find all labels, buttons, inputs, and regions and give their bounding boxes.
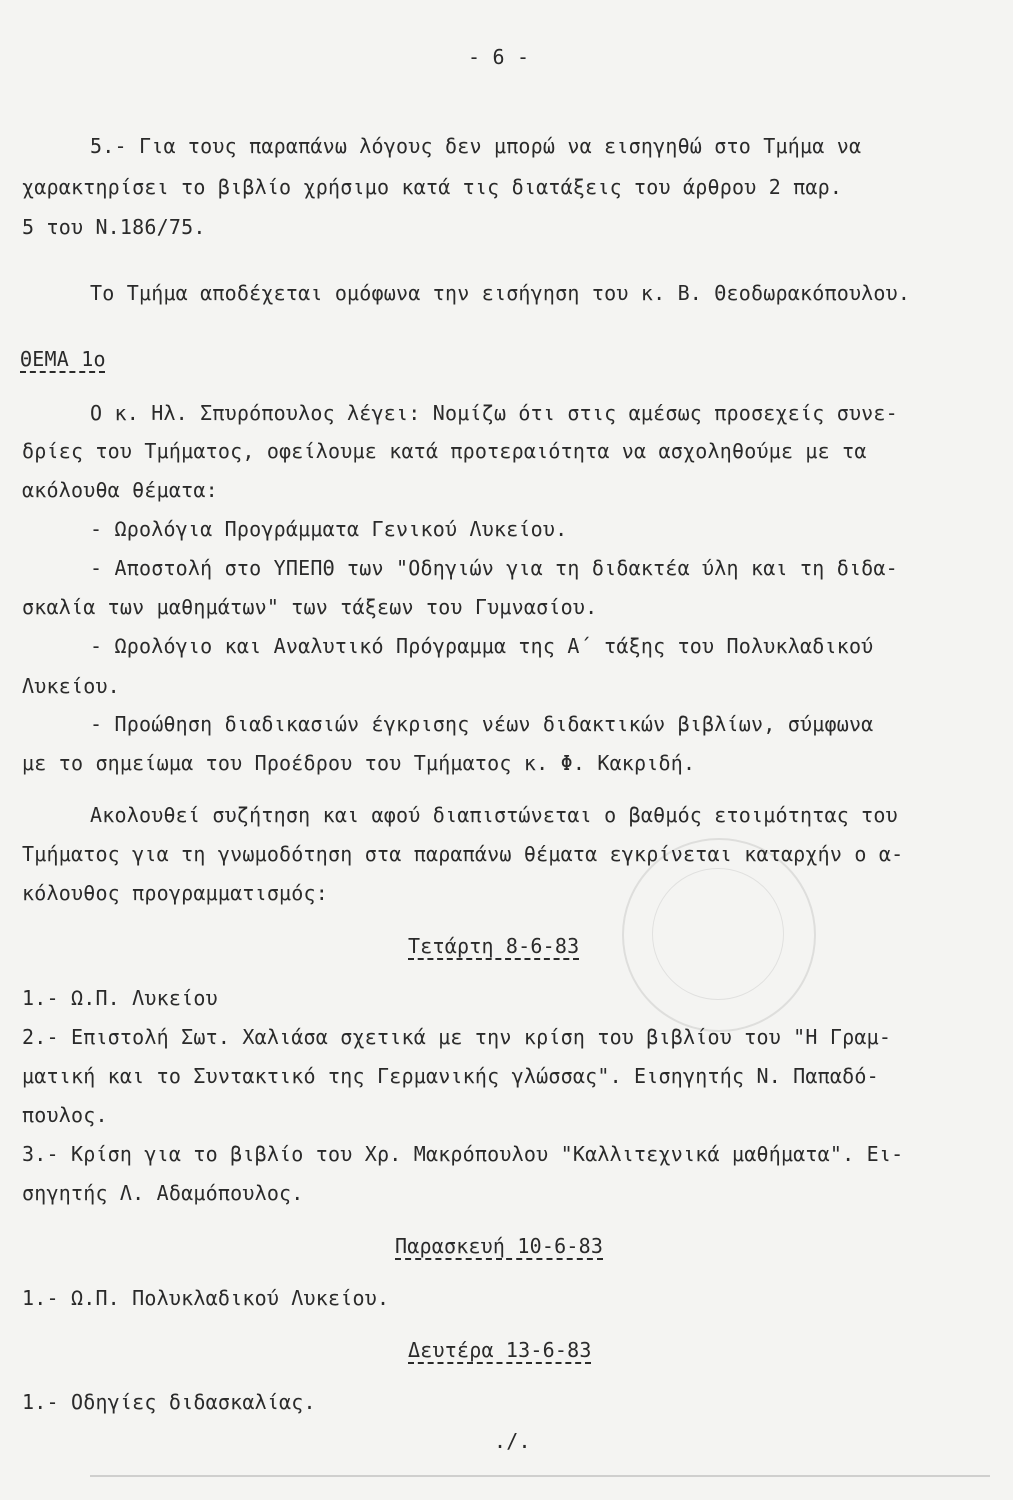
section-heading: ΘΕΜΑ 1ο bbox=[20, 347, 106, 371]
statement-line-3: ακόλουθα θέματα: bbox=[22, 478, 218, 502]
wednesday-item-3-line-1: 3.- Κρίση για το βιβλίο του Χρ. Μακρόπουλου "Καλλιτεχνικά μαθήματα". Ει- bbox=[22, 1142, 904, 1166]
paragraph-5-line-1: 5.- Για τους παραπάνω λόγους δεν μπορώ να εισηγηθώ στο Τμήμα να bbox=[90, 134, 862, 158]
topic-item-2-line-1: - Αποστολή στο ΥΠΕΠΘ των "Οδηγιών για τη διδακτέα ύλη και τη διδα- bbox=[90, 556, 898, 580]
topic-item-3-line-2: Λυκείου. bbox=[22, 674, 120, 698]
date-heading-wednesday: Τετάρτη 8-6-83 bbox=[408, 934, 580, 958]
monday-item-1: 1.- Οδηγίες διδασκαλίας. bbox=[22, 1390, 316, 1414]
statement-line-2: δρίες του Τμήματος, οφείλουμε κατά προτεραιότητα να ασχοληθούμε με τα bbox=[22, 439, 867, 463]
topic-item-1: - Ωρολόγια Προγράμματα Γενικού Λυκείου. bbox=[90, 517, 568, 541]
topic-item-3-line-1: - Ωρολόγιο και Αναλυτικό Πρόγραμμα της Α΄ τάξης του Πολυκλαδικού bbox=[90, 634, 874, 658]
discussion-line-1: Ακολουθεί συζήτηση και αφού διαπιστώνεται ο βαθμός ετοιμότητας του bbox=[90, 803, 898, 827]
acceptance-line: Το Τμήμα αποδέχεται ομόφωνα την εισήγηση του κ. Β. Θεοδωρακόπουλου. bbox=[90, 281, 911, 305]
wednesday-item-2-line-1: 2.- Επιστολή Σωτ. Χαλιάσα σχετικά με την κρίση του βιβλίου του "Η Γραμ- bbox=[22, 1025, 892, 1049]
official-seal bbox=[622, 838, 816, 1032]
paragraph-5-line-3: 5 του Ν.186/75. bbox=[22, 215, 206, 239]
date-heading-monday: Δευτέρα 13-6-83 bbox=[408, 1338, 592, 1362]
wednesday-item-2-line-2: ματική και το Συντακτικό της Γερμανικής γλώσσας". Εισηγητής Ν. Παπαδό- bbox=[22, 1064, 879, 1088]
paragraph-5-line-2: χαρακτηρίσει το βιβλίο χρήσιμο κατά τις διατάξεις του άρθρου 2 παρ. bbox=[22, 175, 843, 199]
bottom-edge-shadow bbox=[90, 1475, 990, 1477]
topic-item-4-line-1: - Προώθηση διαδικασιών έγκρισης νέων διδακτικών βιβλίων, σύμφωνα bbox=[90, 712, 874, 736]
statement-line-1: Ο κ. Ηλ. Σπυρόπουλος λέγει: Νομίζω ότι στις αμέσως προσεχείς συνε- bbox=[90, 401, 898, 425]
wednesday-item-1: 1.- Ω.Π. Λυκείου bbox=[22, 986, 218, 1010]
discussion-line-3: κόλουθος προγραμματισμός: bbox=[22, 881, 329, 905]
continuation-mark: ./. bbox=[494, 1429, 531, 1453]
wednesday-item-3-line-2: σηγητής Λ. Αδαμόπουλος. bbox=[22, 1181, 304, 1205]
topic-item-2-line-2: σκαλία των μαθημάτων" των τάξεων του Γυμνασίου. bbox=[22, 595, 598, 619]
friday-item-1: 1.- Ω.Π. Πολυκλαδικού Λυκείου. bbox=[22, 1286, 390, 1310]
discussion-line-2: Τμήματος για τη γνωμοδότηση στα παραπάνω θέματα εγκρίνεται καταρχήν ο α- bbox=[22, 842, 904, 866]
topic-item-4-line-2: με το σημείωμα του Προέδρου του Τμήματος κ. Φ. Κακριδή. bbox=[22, 751, 696, 775]
date-heading-friday: Παρασκευή 10-6-83 bbox=[395, 1234, 604, 1258]
page-number: - 6 - bbox=[468, 45, 530, 69]
wednesday-item-2-line-3: πουλος. bbox=[22, 1103, 108, 1127]
